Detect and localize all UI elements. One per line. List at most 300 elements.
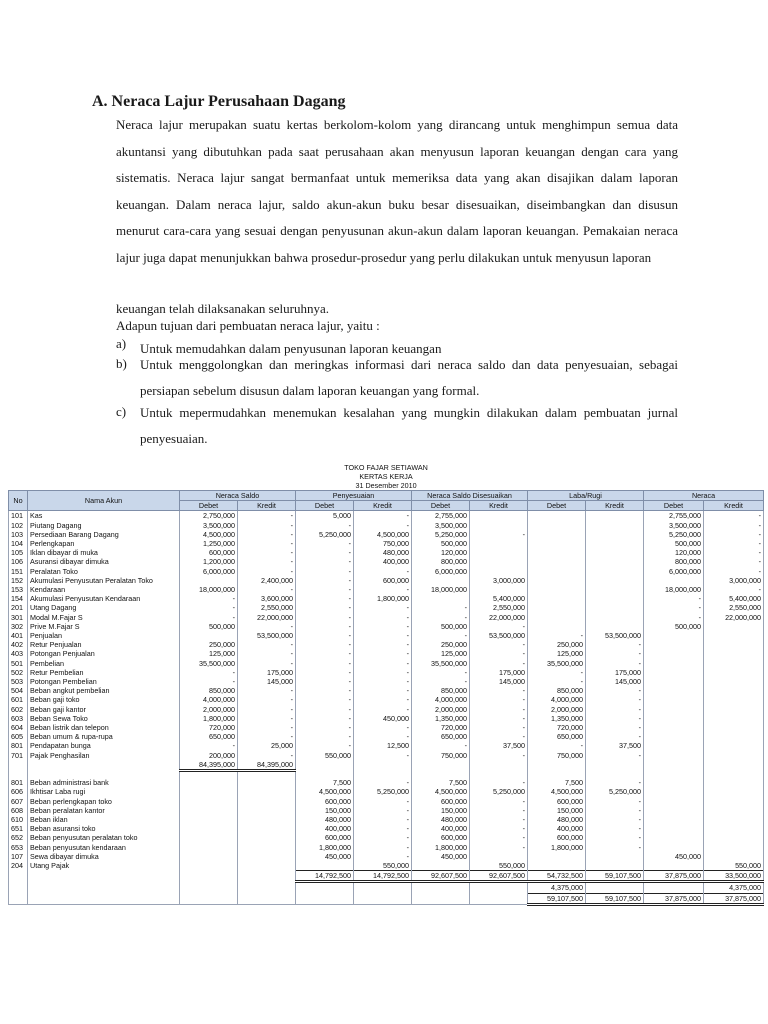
table-row xyxy=(9,723,764,732)
amount-cell: - xyxy=(586,649,644,658)
account-name: Kas xyxy=(28,511,180,521)
amount-cell: 1,350,000 xyxy=(412,714,470,723)
amount-cell: - xyxy=(296,741,354,750)
amount-cell xyxy=(586,567,644,576)
amount-cell xyxy=(644,705,704,714)
amount-cell: - xyxy=(354,640,412,649)
amount-cell: - xyxy=(180,677,238,686)
amount-cell xyxy=(644,843,704,852)
amount-cell: 4,500,000 xyxy=(412,787,470,796)
amount-cell xyxy=(470,852,528,861)
amount-cell: - xyxy=(296,622,354,631)
amount-cell xyxy=(528,852,586,861)
amount-cell: - xyxy=(704,548,764,557)
amount-cell: - xyxy=(354,843,412,852)
amount-cell: - xyxy=(354,723,412,732)
amount-cell: - xyxy=(528,668,586,677)
account-number: 608 xyxy=(9,806,28,815)
list-marker: a) xyxy=(116,336,127,351)
empty-cell xyxy=(296,893,354,904)
account-number: 801 xyxy=(9,778,28,787)
amount-cell: - xyxy=(470,705,528,714)
total-cell: 59,107,500 xyxy=(586,871,644,882)
amount-cell: - xyxy=(296,723,354,732)
account-number: 651 xyxy=(9,824,28,833)
worksheet-table xyxy=(8,463,764,906)
table-row xyxy=(9,732,764,741)
amount-cell: - xyxy=(412,668,470,677)
account-number: 107 xyxy=(9,852,28,861)
amount-cell: - xyxy=(470,659,528,668)
amount-cell: - xyxy=(704,585,764,594)
amount-cell: 5,250,000 xyxy=(644,530,704,539)
amount-cell: - xyxy=(704,539,764,548)
account-number: 610 xyxy=(9,815,28,824)
table-row xyxy=(9,815,764,824)
amount-cell: - xyxy=(354,659,412,668)
empty-cell xyxy=(412,893,470,904)
amount-cell: 53,500,000 xyxy=(586,631,644,640)
amount-cell: 6,000,000 xyxy=(644,567,704,576)
amount-cell: - xyxy=(470,640,528,649)
account-number: 652 xyxy=(9,833,28,842)
amount-cell xyxy=(644,649,704,658)
account-name: Beban gaji kantor xyxy=(28,705,180,714)
amount-cell: - xyxy=(354,686,412,695)
amount-cell: - xyxy=(528,677,586,686)
empty-cell xyxy=(9,871,28,882)
amount-cell: 450,000 xyxy=(412,852,470,861)
amount-cell xyxy=(528,521,586,530)
amount-cell: - xyxy=(470,815,528,824)
worksheet-date: 31 Desember 2010 xyxy=(355,481,417,490)
balance-row xyxy=(9,882,764,893)
group-header: Neraca xyxy=(644,491,764,501)
amount-cell: 850,000 xyxy=(528,686,586,695)
account-number: 154 xyxy=(9,594,28,603)
amount-cell: - xyxy=(586,806,644,815)
table-row xyxy=(9,511,764,521)
amount-cell: - xyxy=(644,594,704,603)
table-row xyxy=(9,714,764,723)
account-number: 201 xyxy=(9,603,28,612)
subtotal-row xyxy=(9,760,764,771)
amount-cell: 250,000 xyxy=(412,640,470,649)
amount-cell: 6,000,000 xyxy=(412,567,470,576)
amount-cell xyxy=(704,705,764,714)
amount-cell xyxy=(704,741,764,750)
group-header: Neraca Saldo Disesuaikan xyxy=(412,491,528,501)
amount-cell xyxy=(586,521,644,530)
table-row xyxy=(9,603,764,612)
final-total-cell: 37,875,000 xyxy=(704,893,764,904)
section-heading: A. Neraca Lajur Perusahaan Dagang xyxy=(92,93,346,110)
empty-cell xyxy=(238,893,296,904)
amount-cell: 550,000 xyxy=(296,751,354,760)
account-name: Utang Pajak xyxy=(28,861,180,871)
amount-cell xyxy=(704,668,764,677)
account-number: 103 xyxy=(9,530,28,539)
amount-cell: - xyxy=(296,548,354,557)
amount-cell xyxy=(586,594,644,603)
account-name: Potongan Pembelian xyxy=(28,677,180,686)
amount-cell: - xyxy=(586,714,644,723)
amount-cell xyxy=(180,797,238,806)
table-row xyxy=(9,521,764,530)
amount-cell: - xyxy=(296,705,354,714)
amount-cell: 53,500,000 xyxy=(470,631,528,640)
amount-cell xyxy=(644,714,704,723)
empty-cell xyxy=(28,871,180,882)
debet-header: Debet xyxy=(528,501,586,511)
amount-cell xyxy=(238,843,296,852)
empty-cell xyxy=(296,882,354,893)
amount-cell: 2,550,000 xyxy=(704,603,764,612)
amount-cell xyxy=(644,806,704,815)
amount-cell xyxy=(704,852,764,861)
amount-cell: 850,000 xyxy=(180,686,238,695)
empty-cell xyxy=(586,760,644,771)
table-row xyxy=(9,640,764,649)
table-row xyxy=(9,852,764,861)
table-row xyxy=(9,695,764,704)
amount-cell: 250,000 xyxy=(180,640,238,649)
table-row xyxy=(9,705,764,714)
amount-cell: 175,000 xyxy=(586,668,644,677)
amount-cell: 25,000 xyxy=(238,741,296,750)
amount-cell: 125,000 xyxy=(412,649,470,658)
amount-cell xyxy=(528,539,586,548)
amount-cell xyxy=(704,631,764,640)
total-cell: 92,607,500 xyxy=(412,871,470,882)
amount-cell: - xyxy=(354,815,412,824)
empty-cell xyxy=(528,771,586,779)
final-total-cell: 59,107,500 xyxy=(586,893,644,904)
table-row xyxy=(9,741,764,750)
amount-cell xyxy=(528,861,586,871)
amount-cell: 1,800,000 xyxy=(412,843,470,852)
amount-cell: 1,350,000 xyxy=(528,714,586,723)
account-name: Beban angkut pembelian xyxy=(28,686,180,695)
worksheet-title: TOKO FAJAR SETIAWAN xyxy=(344,463,428,472)
amount-cell: - xyxy=(238,539,296,548)
amount-cell: 1,800,000 xyxy=(180,714,238,723)
empty-cell xyxy=(644,760,704,771)
amount-cell: - xyxy=(704,521,764,530)
paragraph: Neraca lajur merupakan suatu kertas berkolom-kolom yang dirancang untuk menghimpun semua data akuntansi yang dibutuhkan pada saat perusahaan akan menyusun laporan keuangan dengan cara yang sistematis. Neraca lajur sangat bermanfaat untuk memeriksa data yang akan disajikan dalam laporan keuangan. Dalam neraca lajur, saldo akun-akun buku besar disesuaikan, diseimbangkan dan disusun menurut cara-cara yang sesuai dengan penyusunan akun-akun dalam laporan keuangan. Pemakaian neraca lajur juga dapat menunjukkan bahwa prosedur-prosedur yang perlu dilakukan untuk menyusun laporan xyxy=(116,117,678,265)
amount-cell: - xyxy=(238,567,296,576)
amount-cell: 4,000,000 xyxy=(528,695,586,704)
amount-cell: - xyxy=(296,613,354,622)
amount-cell xyxy=(180,815,238,824)
table-row xyxy=(9,631,764,640)
account-number: 606 xyxy=(9,787,28,796)
amount-cell: 1,800,000 xyxy=(296,843,354,852)
spacer-row xyxy=(9,771,764,779)
amount-cell: - xyxy=(238,732,296,741)
amount-cell xyxy=(644,778,704,787)
amount-cell xyxy=(470,567,528,576)
amount-cell: - xyxy=(470,686,528,695)
amount-cell: 125,000 xyxy=(528,649,586,658)
kredit-header: Kredit xyxy=(238,501,296,511)
account-number: 151 xyxy=(9,567,28,576)
empty-cell xyxy=(28,771,180,779)
amount-cell xyxy=(528,622,586,631)
list-text: Untuk menggolongkan dan meringkas informasi dari neraca saldo dan data penyesuaian, sebagai persiapan sebelum disusun dalam laporan keuangan yang formal. xyxy=(140,357,678,398)
amount-cell: 5,000 xyxy=(296,511,354,521)
amount-cell xyxy=(644,732,704,741)
amount-cell: 35,500,000 xyxy=(412,659,470,668)
amount-cell xyxy=(586,511,644,521)
amount-cell: 720,000 xyxy=(528,723,586,732)
amount-cell: - xyxy=(586,695,644,704)
amount-cell: 480,000 xyxy=(296,815,354,824)
empty-cell xyxy=(238,882,296,893)
amount-cell: - xyxy=(528,741,586,750)
labarugi-balance: 4,375,000 xyxy=(528,882,586,893)
amount-cell: 12,500 xyxy=(354,741,412,750)
table-row xyxy=(9,668,764,677)
table-row xyxy=(9,576,764,585)
amount-cell: - xyxy=(586,751,644,760)
col-name-header: Nama Akun xyxy=(28,491,180,511)
account-number: 153 xyxy=(9,585,28,594)
account-name: Kendaraan xyxy=(28,585,180,594)
amount-cell: 550,000 xyxy=(704,861,764,871)
amount-cell: 2,000,000 xyxy=(412,705,470,714)
amount-cell xyxy=(704,833,764,842)
amount-cell: - xyxy=(470,530,528,539)
account-name: Perlengkapan xyxy=(28,539,180,548)
amount-cell: - xyxy=(296,677,354,686)
amount-cell xyxy=(704,686,764,695)
amount-cell: 22,000,000 xyxy=(470,613,528,622)
account-number: 502 xyxy=(9,668,28,677)
amount-cell: 5,400,000 xyxy=(470,594,528,603)
amount-cell: 1,800,000 xyxy=(354,594,412,603)
table-row xyxy=(9,751,764,760)
amount-cell xyxy=(704,824,764,833)
account-name: Retur Penjualan xyxy=(28,640,180,649)
amount-cell: 2,755,000 xyxy=(644,511,704,521)
amount-cell: - xyxy=(354,732,412,741)
account-number: 401 xyxy=(9,631,28,640)
debet-header: Debet xyxy=(412,501,470,511)
amount-cell: 450,000 xyxy=(354,714,412,723)
amount-cell: 37,500 xyxy=(586,741,644,750)
amount-cell: 145,000 xyxy=(238,677,296,686)
total-cell: 14,792,500 xyxy=(296,871,354,882)
amount-cell xyxy=(180,861,238,871)
subtotal-debet: 84,395,000 xyxy=(180,760,238,771)
amount-cell: - xyxy=(238,659,296,668)
amount-cell: 5,250,000 xyxy=(412,530,470,539)
amount-cell: - xyxy=(586,843,644,852)
amount-cell xyxy=(704,649,764,658)
debet-header: Debet xyxy=(644,501,704,511)
amount-cell xyxy=(528,585,586,594)
account-number: 603 xyxy=(9,714,28,723)
amount-cell xyxy=(704,695,764,704)
table-row xyxy=(9,539,764,548)
empty-cell xyxy=(412,760,470,771)
empty-cell xyxy=(9,760,28,771)
amount-cell xyxy=(586,539,644,548)
amount-cell: - xyxy=(296,686,354,695)
amount-cell xyxy=(470,539,528,548)
amount-cell: 2,000,000 xyxy=(528,705,586,714)
empty-cell xyxy=(704,771,764,779)
amount-cell: - xyxy=(586,824,644,833)
account-number: 605 xyxy=(9,732,28,741)
amount-cell: - xyxy=(238,585,296,594)
amount-cell: - xyxy=(586,705,644,714)
amount-cell: 600,000 xyxy=(528,797,586,806)
amount-cell: - xyxy=(238,649,296,658)
empty-cell xyxy=(296,771,354,779)
amount-cell: 125,000 xyxy=(180,649,238,658)
amount-cell: - xyxy=(238,548,296,557)
amount-cell: - xyxy=(296,576,354,585)
account-number: 601 xyxy=(9,695,28,704)
amount-cell: - xyxy=(470,622,528,631)
amount-cell: 5,250,000 xyxy=(470,787,528,796)
amount-cell: - xyxy=(238,640,296,649)
amount-cell: 150,000 xyxy=(528,806,586,815)
amount-cell: 22,000,000 xyxy=(238,613,296,622)
account-name: Potongan Penjualan xyxy=(28,649,180,658)
amount-cell xyxy=(586,861,644,871)
amount-cell xyxy=(528,530,586,539)
amount-cell: - xyxy=(470,833,528,842)
amount-cell: - xyxy=(704,530,764,539)
account-number: 152 xyxy=(9,576,28,585)
amount-cell: - xyxy=(354,631,412,640)
amount-cell xyxy=(470,585,528,594)
amount-cell xyxy=(238,778,296,787)
account-number: 101 xyxy=(9,511,28,521)
amount-cell xyxy=(644,659,704,668)
amount-cell: 175,000 xyxy=(238,668,296,677)
amount-cell: - xyxy=(238,557,296,566)
empty-cell xyxy=(296,760,354,771)
debet-header: Debet xyxy=(180,501,238,511)
amount-cell: - xyxy=(296,539,354,548)
amount-cell: - xyxy=(470,695,528,704)
account-name: Beban penyusutan peralatan toko xyxy=(28,833,180,842)
amount-cell: - xyxy=(354,806,412,815)
empty-cell xyxy=(9,893,28,904)
account-name: Beban perlengkapan toko xyxy=(28,797,180,806)
amount-cell: - xyxy=(470,806,528,815)
account-number: 302 xyxy=(9,622,28,631)
amount-cell: 2,750,000 xyxy=(180,511,238,521)
amount-cell: 650,000 xyxy=(528,732,586,741)
amount-cell: - xyxy=(354,695,412,704)
account-name: Akumulasi Penyusutan Kendaraan xyxy=(28,594,180,603)
amount-cell: - xyxy=(180,613,238,622)
account-name: Iklan dibayar di muka xyxy=(28,548,180,557)
account-number: 403 xyxy=(9,649,28,658)
account-number: 607 xyxy=(9,797,28,806)
account-name: Beban umum & rupa-rupa xyxy=(28,732,180,741)
amount-cell xyxy=(644,695,704,704)
amount-cell: - xyxy=(296,557,354,566)
amount-cell: 4,000,000 xyxy=(412,695,470,704)
table-row xyxy=(9,686,764,695)
amount-cell xyxy=(704,659,764,668)
empty-cell xyxy=(470,893,528,904)
table-row xyxy=(9,787,764,796)
amount-cell xyxy=(644,833,704,842)
empty-cell xyxy=(586,771,644,779)
account-number: 701 xyxy=(9,751,28,760)
amount-cell xyxy=(644,723,704,732)
amount-cell: 650,000 xyxy=(180,732,238,741)
amount-cell: - xyxy=(586,659,644,668)
table-row xyxy=(9,530,764,539)
account-name: Prive M.Fajar S xyxy=(28,622,180,631)
amount-cell: - xyxy=(528,631,586,640)
amount-cell xyxy=(704,622,764,631)
amount-cell xyxy=(704,723,764,732)
empty-cell xyxy=(470,760,528,771)
amount-cell xyxy=(704,677,764,686)
group-header: Penyesuaian xyxy=(296,491,412,501)
account-number: 602 xyxy=(9,705,28,714)
amount-cell: - xyxy=(644,603,704,612)
amount-cell: - xyxy=(296,521,354,530)
amount-cell: - xyxy=(586,732,644,741)
kredit-header: Kredit xyxy=(354,501,412,511)
amount-cell: 53,500,000 xyxy=(238,631,296,640)
account-name: Akumulasi Penyusutan Peralatan Toko xyxy=(28,576,180,585)
list-text: Untuk mepermudahkan menemukan kesalahan yang mungkin dilakukan dalam pembuatan jurnal penyesuaian. xyxy=(140,405,678,446)
table-row xyxy=(9,567,764,576)
amount-cell: 400,000 xyxy=(528,824,586,833)
table-row xyxy=(9,824,764,833)
list-text: Untuk memudahkan dalam penyusunan laporan keuangan xyxy=(140,341,442,356)
amount-cell: - xyxy=(354,585,412,594)
amount-cell: 22,000,000 xyxy=(704,613,764,622)
account-name: Beban listrik dan telepon xyxy=(28,723,180,732)
amount-cell: 600,000 xyxy=(528,833,586,842)
amount-cell xyxy=(644,677,704,686)
amount-cell: 480,000 xyxy=(354,548,412,557)
amount-cell: - xyxy=(354,778,412,787)
amount-cell: - xyxy=(470,732,528,741)
amount-cell: - xyxy=(354,797,412,806)
amount-cell: - xyxy=(586,833,644,842)
empty-cell xyxy=(354,882,412,893)
amount-cell: - xyxy=(296,603,354,612)
account-name: Modal M.Fajar S xyxy=(28,613,180,622)
amount-cell: - xyxy=(296,714,354,723)
amount-cell: - xyxy=(470,649,528,658)
amount-cell: 600,000 xyxy=(354,576,412,585)
amount-cell xyxy=(528,511,586,521)
amount-cell xyxy=(412,576,470,585)
amount-cell: - xyxy=(238,751,296,760)
amount-cell: - xyxy=(412,677,470,686)
empty-cell xyxy=(180,771,238,779)
empty-cell xyxy=(238,771,296,779)
amount-cell: 2,000,000 xyxy=(180,705,238,714)
amount-cell: 600,000 xyxy=(296,833,354,842)
amount-cell: - xyxy=(296,585,354,594)
kredit-header: Kredit xyxy=(586,501,644,511)
